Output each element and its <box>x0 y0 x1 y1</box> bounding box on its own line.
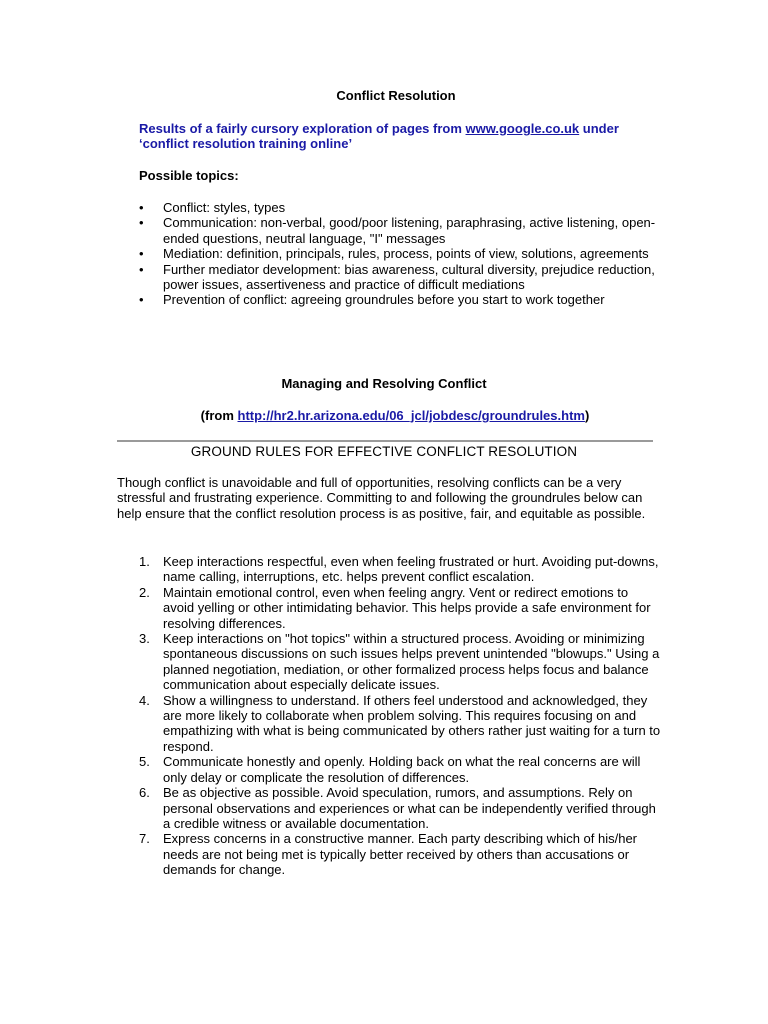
rule-text: Communicate honestly and openly. Holding back on what the real concerns are will only delay or complicate the resolution of differences. <box>163 754 641 785</box>
horizontal-rule <box>117 440 653 442</box>
topics-list <box>139 200 659 308</box>
rule-number: 1. <box>139 554 150 569</box>
list-item <box>139 215 659 246</box>
rule-number: 4. <box>139 692 150 708</box>
section-title: Managing and Resolving Conflict <box>281 376 487 391</box>
list-item <box>117 585 662 631</box>
rule-text: Express concerns in a constructive manner. Each party describing which of his/her needs are not being met is typically better received by others than accusations or demands for change. <box>163 831 638 878</box>
bullet-icon: • <box>139 261 144 277</box>
topic-text: Mediation: definition, principals, rules, process, points of view, solutions, agreements <box>163 246 649 262</box>
groundrules-title: GROUND RULES FOR EFFECTIVE CONFLICT RESOLUTION <box>190 444 578 459</box>
source-prefix: (from <box>200 408 238 423</box>
rule-number: 7. <box>139 831 150 847</box>
list-item <box>117 554 662 585</box>
bullet-icon: • <box>139 292 144 308</box>
rule-text: Be as objective as possible. Avoid speculation, rumors, and assumptions. Rely on personal observations and experiences or what can be independently verified through a credible witness or available documentation. <box>163 785 656 831</box>
topics-heading: Possible topics: <box>139 168 239 183</box>
topic-text: Conflict: styles, types <box>163 200 286 215</box>
intro-paragraph <box>139 121 659 152</box>
document-title: Conflict Resolution <box>336 88 456 103</box>
rule-text: Keep interactions on "hot topics" within a structured process. Avoiding or minimizing spontaneous discussions on such issues helps prevent unintended "blowups." Using a planned negotiation, mediation, or other formalized process helps focus and balance communication about especially delicate issues. <box>163 631 660 693</box>
rule-number: 2. <box>139 584 150 600</box>
source-line <box>0 408 768 423</box>
source-suffix: ) <box>584 408 590 423</box>
list-item <box>117 754 662 785</box>
bullet-icon: • <box>139 215 144 231</box>
rule-text: Keep interactions respectful, even when feeling frustrated or hurt. Avoiding put-downs, name calling, interruptions, etc. helps prevent conflict escalation. <box>163 554 659 585</box>
rule-number: 5. <box>139 754 150 770</box>
intro-prefix: Results of a fairly cursory exploration of pages from <box>139 121 466 136</box>
intro-suffix: under ‘conflict resolution training online’ <box>139 121 619 152</box>
source-link[interactable]: http://hr2.hr.arizona.edu/06_jcl/jobdesc/groundrules.htm <box>237 408 585 423</box>
rule-text: Maintain emotional control, even when feeling angry. Vent or redirect emotions to avoid yelling or other intimidating behavior. This helps provide a safe environment for resolving differences. <box>163 584 651 631</box>
list-item <box>117 785 662 831</box>
list-item <box>117 631 662 693</box>
topic-text: Further mediator development: bias awareness, cultural diversity, prejudice reduction, power issues, assertiveness and practice of difficult mediations <box>163 261 655 293</box>
bullet-icon: • <box>139 200 144 215</box>
body-paragraph: Though conflict is unavoidable and full of opportunities, resolving conflicts can be a very stressful and frustrating experience. Committing to and following the groundrules below can help ensure that the conflict resolution process is as positive, fair, and equitable as possible. <box>117 475 646 521</box>
list-item <box>117 693 662 755</box>
bullet-icon: • <box>139 246 144 262</box>
list-item <box>139 200 659 215</box>
google-link[interactable]: www.google.co.uk <box>465 121 580 136</box>
list-item <box>139 292 659 307</box>
list-item <box>139 246 659 261</box>
rules-list <box>117 554 662 878</box>
list-item <box>117 831 662 877</box>
list-item <box>139 262 659 293</box>
rule-number: 3. <box>139 631 150 647</box>
rule-text: Show a willingness to understand. If others feel understood and acknowledged, they are more likely to collaborate when problem solving. This requires focusing on and empathizing with what is being communicated by others rather just waiting for a turn to respond. <box>163 692 661 754</box>
topic-text: Communication: non-verbal, good/poor listening, paraphrasing, active listening, open-ended questions, neutral language, "I" messages <box>163 215 656 246</box>
topic-text: Prevention of conflict: agreeing groundrules before you start to work together <box>163 292 605 308</box>
rule-number: 6. <box>139 785 150 801</box>
